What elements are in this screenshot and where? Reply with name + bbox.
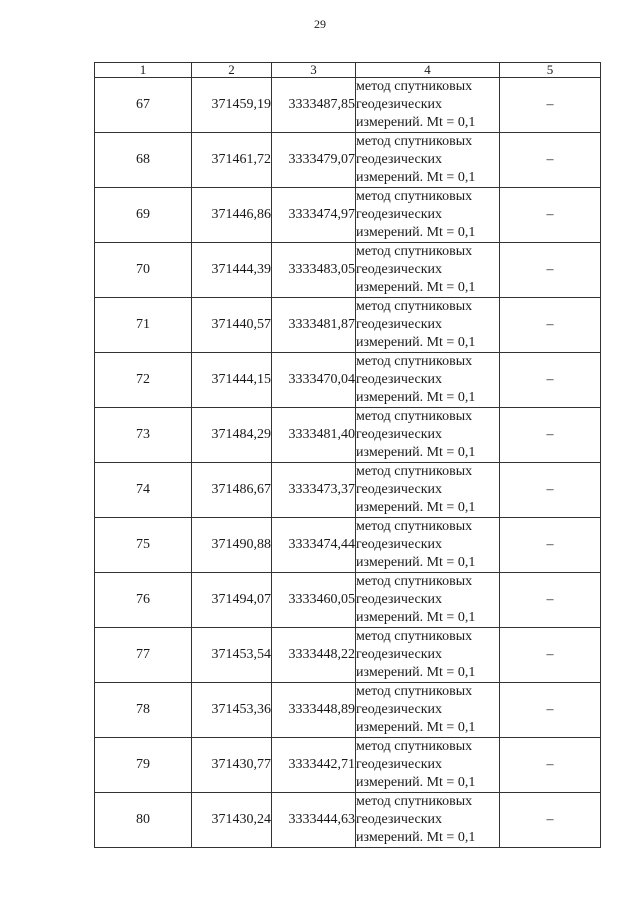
- point-number-cell: 72: [95, 353, 192, 408]
- method-cell: [356, 408, 500, 463]
- note-cell: –: [500, 463, 601, 518]
- note-cell: –: [500, 793, 601, 848]
- method-cell: [356, 188, 500, 243]
- table-row: [95, 188, 601, 243]
- method-cell: [356, 353, 500, 408]
- method-line: метод спутниковых: [356, 684, 473, 699]
- x-coordinate-cell: 371430,77: [192, 738, 272, 793]
- method-line: измерений. Mt = 0,1: [356, 115, 476, 130]
- method-line: измерений. Mt = 0,1: [356, 170, 476, 185]
- y-coordinate-cell: 3333470,04: [272, 353, 356, 408]
- note-cell: –: [500, 353, 601, 408]
- y-coordinate-cell: 3333442,71: [272, 738, 356, 793]
- column-header-4: 4: [356, 63, 500, 78]
- table-row: [95, 353, 601, 408]
- method-line: метод спутниковых: [356, 244, 473, 259]
- note-cell: –: [500, 628, 601, 683]
- note-cell: –: [500, 518, 601, 573]
- note-cell: –: [500, 408, 601, 463]
- method-line: геодезических: [356, 427, 443, 442]
- table-row: [95, 408, 601, 463]
- method-line: геодезических: [356, 812, 443, 827]
- method-cell: [356, 78, 500, 133]
- method-line: метод спутниковых: [356, 574, 473, 589]
- note-cell: –: [500, 78, 601, 133]
- method-line: измерений. Mt = 0,1: [356, 775, 476, 790]
- note-cell: –: [500, 243, 601, 298]
- method-line: геодезических: [356, 647, 443, 662]
- x-coordinate-cell: 371453,36: [192, 683, 272, 738]
- x-coordinate-cell: 371494,07: [192, 573, 272, 628]
- x-coordinate-cell: 371444,15: [192, 353, 272, 408]
- method-line: геодезических: [356, 262, 443, 277]
- method-cell: [356, 573, 500, 628]
- method-cell: [356, 793, 500, 848]
- x-coordinate-cell: 371486,67: [192, 463, 272, 518]
- method-line: измерений. Mt = 0,1: [356, 720, 476, 735]
- x-coordinate-cell: 371490,88: [192, 518, 272, 573]
- method-line: геодезических: [356, 482, 443, 497]
- method-line: метод спутниковых: [356, 134, 473, 149]
- point-number-cell: 80: [95, 793, 192, 848]
- method-cell: [356, 133, 500, 188]
- method-line: метод спутниковых: [356, 189, 473, 204]
- method-line: метод спутниковых: [356, 409, 473, 424]
- y-coordinate-cell: 3333448,22: [272, 628, 356, 683]
- table-row: [95, 683, 601, 738]
- point-number-cell: 73: [95, 408, 192, 463]
- method-cell: [356, 298, 500, 353]
- y-coordinate-cell: 3333487,85: [272, 78, 356, 133]
- method-line: измерений. Mt = 0,1: [356, 665, 476, 680]
- method-line: измерений. Mt = 0,1: [356, 445, 476, 460]
- method-cell: [356, 628, 500, 683]
- y-coordinate-cell: 3333479,07: [272, 133, 356, 188]
- method-line: измерений. Mt = 0,1: [356, 500, 476, 515]
- method-line: геодезических: [356, 537, 443, 552]
- table-row: [95, 518, 601, 573]
- header-row: [95, 63, 601, 78]
- x-coordinate-cell: 371440,57: [192, 298, 272, 353]
- point-number-cell: 78: [95, 683, 192, 738]
- point-number-cell: 71: [95, 298, 192, 353]
- y-coordinate-cell: 3333481,40: [272, 408, 356, 463]
- method-line: геодезических: [356, 97, 443, 112]
- method-line: измерений. Mt = 0,1: [356, 830, 476, 845]
- note-cell: –: [500, 133, 601, 188]
- y-coordinate-cell: 3333474,97: [272, 188, 356, 243]
- column-header-2: 2: [192, 63, 272, 78]
- point-number-cell: 67: [95, 78, 192, 133]
- table-row: [95, 78, 601, 133]
- method-line: геодезических: [356, 592, 443, 607]
- point-number-cell: 77: [95, 628, 192, 683]
- method-line: геодезических: [356, 317, 443, 332]
- table-row: [95, 793, 601, 848]
- method-cell: [356, 463, 500, 518]
- table-row: [95, 133, 601, 188]
- y-coordinate-cell: 3333473,37: [272, 463, 356, 518]
- column-header-3: 3: [272, 63, 356, 78]
- table-row: [95, 463, 601, 518]
- table-row: [95, 738, 601, 793]
- table-row: [95, 628, 601, 683]
- x-coordinate-cell: 371484,29: [192, 408, 272, 463]
- method-line: метод спутниковых: [356, 299, 473, 314]
- method-line: измерений. Mt = 0,1: [356, 280, 476, 295]
- point-number-cell: 74: [95, 463, 192, 518]
- table-body: [95, 78, 601, 848]
- x-coordinate-cell: 371453,54: [192, 628, 272, 683]
- method-line: метод спутниковых: [356, 464, 473, 479]
- note-cell: –: [500, 738, 601, 793]
- x-coordinate-cell: 371459,19: [192, 78, 272, 133]
- method-line: метод спутниковых: [356, 354, 473, 369]
- method-line: метод спутниковых: [356, 629, 473, 644]
- method-cell: [356, 738, 500, 793]
- point-number-cell: 76: [95, 573, 192, 628]
- x-coordinate-cell: 371444,39: [192, 243, 272, 298]
- method-line: геодезических: [356, 372, 443, 387]
- table-row: [95, 298, 601, 353]
- method-cell: [356, 683, 500, 738]
- coordinates-table: [94, 62, 601, 848]
- column-header-1: 1: [95, 63, 192, 78]
- method-line: измерений. Mt = 0,1: [356, 555, 476, 570]
- y-coordinate-cell: 3333474,44: [272, 518, 356, 573]
- method-line: геодезических: [356, 757, 443, 772]
- x-coordinate-cell: 371430,24: [192, 793, 272, 848]
- point-number-cell: 79: [95, 738, 192, 793]
- method-line: измерений. Mt = 0,1: [356, 390, 476, 405]
- x-coordinate-cell: 371461,72: [192, 133, 272, 188]
- note-cell: –: [500, 683, 601, 738]
- method-line: измерений. Mt = 0,1: [356, 610, 476, 625]
- method-line: измерений. Mt = 0,1: [356, 335, 476, 350]
- table-row: [95, 573, 601, 628]
- y-coordinate-cell: 3333444,63: [272, 793, 356, 848]
- x-coordinate-cell: 371446,86: [192, 188, 272, 243]
- note-cell: –: [500, 298, 601, 353]
- method-line: метод спутниковых: [356, 739, 473, 754]
- method-cell: [356, 518, 500, 573]
- method-line: метод спутниковых: [356, 794, 473, 809]
- y-coordinate-cell: 3333460,05: [272, 573, 356, 628]
- point-number-cell: 75: [95, 518, 192, 573]
- note-cell: –: [500, 573, 601, 628]
- method-line: измерений. Mt = 0,1: [356, 225, 476, 240]
- method-line: геодезических: [356, 152, 443, 167]
- table-row: [95, 243, 601, 298]
- y-coordinate-cell: 3333483,05: [272, 243, 356, 298]
- column-header-5: 5: [500, 63, 601, 78]
- table-header: [95, 63, 601, 78]
- point-number-cell: 70: [95, 243, 192, 298]
- point-number-cell: 68: [95, 133, 192, 188]
- method-line: геодезических: [356, 702, 443, 717]
- point-number-cell: 69: [95, 188, 192, 243]
- y-coordinate-cell: 3333448,89: [272, 683, 356, 738]
- method-cell: [356, 243, 500, 298]
- method-line: метод спутниковых: [356, 79, 473, 94]
- note-cell: –: [500, 188, 601, 243]
- method-line: метод спутниковых: [356, 519, 473, 534]
- method-line: геодезических: [356, 207, 443, 222]
- page-number: 29: [314, 17, 326, 31]
- y-coordinate-cell: 3333481,87: [272, 298, 356, 353]
